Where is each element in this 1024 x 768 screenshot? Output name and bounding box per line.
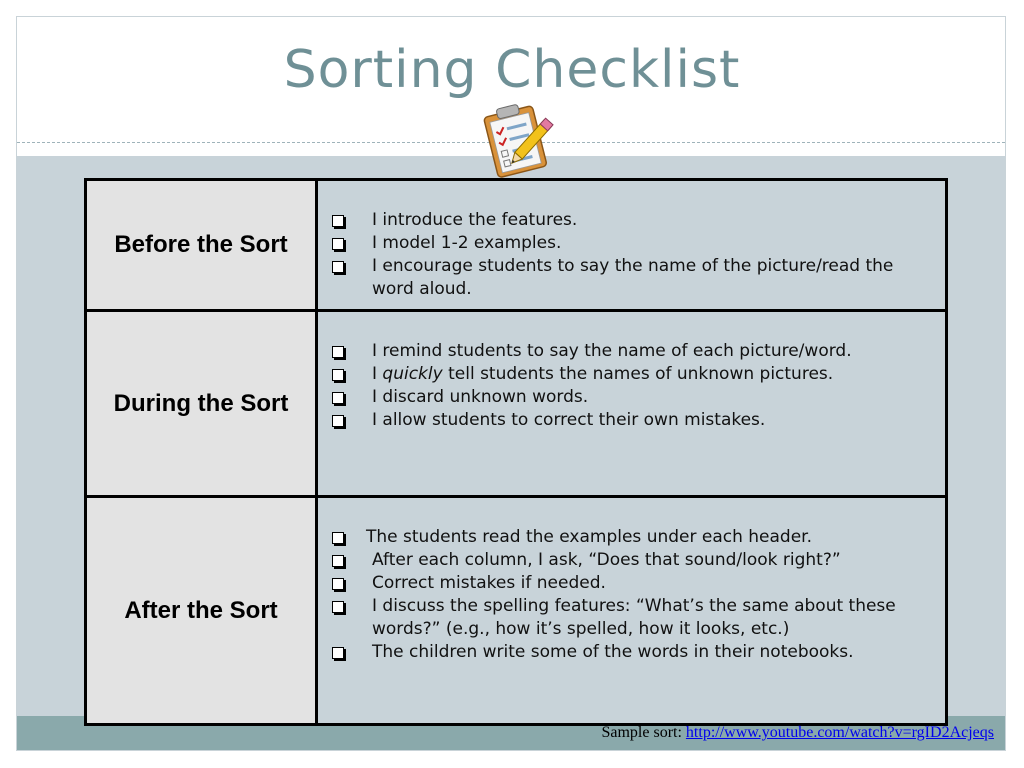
table-row [86, 311, 947, 497]
list-item [326, 386, 929, 409]
checkbox-icon [332, 555, 344, 567]
checkbox-icon [332, 578, 344, 590]
checklist-cell-after [317, 497, 947, 725]
phase-label-before: Before the Sort [86, 180, 317, 311]
item-text: I introduce the features. [372, 210, 578, 230]
item-text: The children write some of the words in their notebooks. [372, 642, 854, 662]
sample-sort-link[interactable]: http://www.youtube.com/watch?v=rgID2Acjeqs [685, 724, 994, 741]
list-item [326, 526, 929, 549]
item-prefix: I [372, 364, 383, 384]
list-item [326, 549, 929, 572]
item-text: Correct mistakes if needed. [372, 573, 606, 593]
list-item [326, 595, 929, 641]
item-text: I discuss the spelling features: “What’s the same about these words?” (e.g., how it’s spelled, how it looks, etc.) [372, 596, 896, 639]
checkbox-icon [332, 647, 344, 659]
phase-label-after: After the Sort [86, 497, 317, 725]
list-item [326, 572, 929, 595]
checkbox-icon [332, 346, 344, 358]
list-item [326, 255, 929, 301]
clipboard-checklist-pencil-icon [472, 100, 564, 180]
item-text: The students read the examples under each header. [366, 527, 813, 547]
checkbox-icon [332, 261, 344, 273]
page-title: Sorting Checklist [283, 40, 741, 100]
footer-label: Sample sort: [601, 724, 686, 741]
item-text: After each column, I ask, “Does that sound/look right?” [372, 550, 841, 570]
list-item [326, 409, 929, 432]
checkbox-icon [332, 392, 344, 404]
list-item [326, 232, 929, 255]
item-text: I remind students to say the name of each picture/word. [372, 341, 852, 361]
list-item [326, 641, 929, 664]
item-text: I discard unknown words. [372, 387, 589, 407]
checklist-table [84, 178, 948, 726]
footer-note [601, 724, 994, 742]
item-text: I encourage students to say the name of the picture/read the word aloud. [372, 256, 894, 299]
item-text: I allow students to correct their own mistakes. [372, 410, 766, 430]
checklist-cell-before [317, 180, 947, 311]
item-emphasis: quickly [382, 364, 443, 384]
list-item [326, 363, 929, 386]
table-row [86, 180, 947, 311]
list-item [326, 209, 929, 232]
table-row [86, 497, 947, 725]
list-item [326, 340, 929, 363]
checkbox-icon [332, 215, 344, 227]
item-suffix: tell students the names of unknown pictures. [442, 364, 834, 384]
item-text [372, 363, 929, 386]
phase-label-during: During the Sort [86, 311, 317, 497]
item-text: I model 1-2 examples. [372, 233, 562, 253]
checkbox-icon [332, 369, 344, 381]
checkbox-icon [332, 238, 344, 250]
checkbox-icon [332, 415, 344, 427]
checklist-cell-during [317, 311, 947, 497]
checkbox-icon [332, 601, 344, 613]
checkbox-icon [332, 532, 344, 544]
